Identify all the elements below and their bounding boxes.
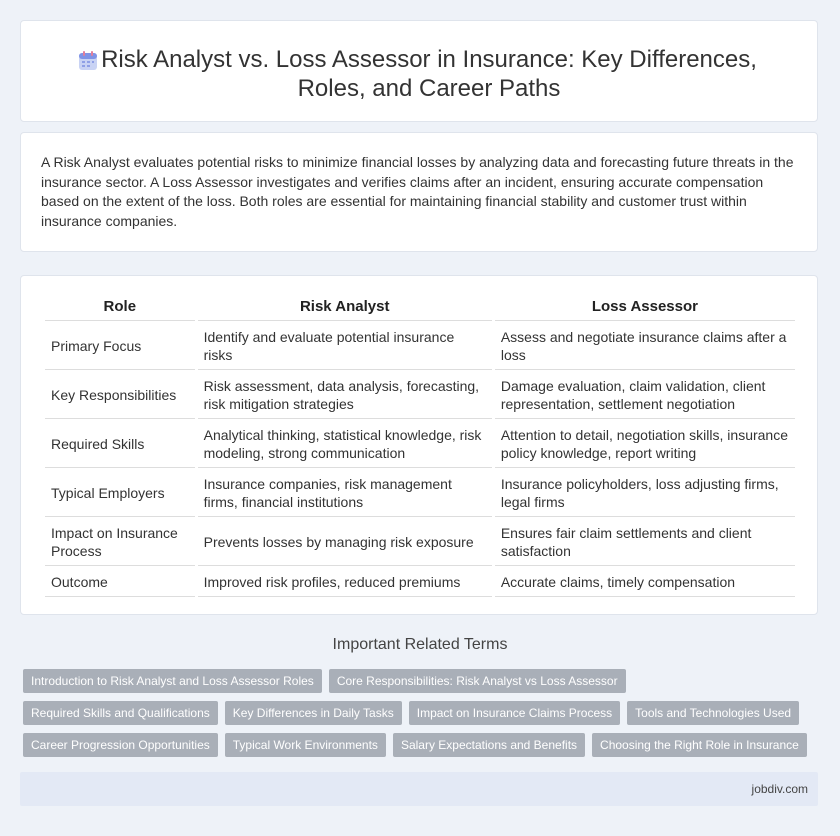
header-role: Role xyxy=(45,294,195,321)
related-tag[interactable]: Tools and Technologies Used xyxy=(627,701,799,725)
related-tag[interactable]: Typical Work Environments xyxy=(225,733,386,757)
related-tags xyxy=(23,669,813,757)
table-row xyxy=(45,566,795,597)
header-card xyxy=(20,20,818,122)
loss-assessor-cell: Assess and negotiate insurance claims after a loss xyxy=(495,321,795,370)
related-terms-title: Important Related Terms xyxy=(332,636,508,653)
risk-analyst-cell: Prevents losses by managing risk exposure xyxy=(198,517,492,566)
related-tag[interactable]: Core Responsibilities: Risk Analyst vs Loss Assessor xyxy=(329,669,626,693)
title-wrap xyxy=(21,45,817,103)
risk-analyst-cell: Improved risk profiles, reduced premiums xyxy=(198,566,492,597)
row-label: Outcome xyxy=(45,566,195,597)
table-row xyxy=(45,468,795,517)
row-label: Typical Employers xyxy=(45,468,195,517)
row-label: Primary Focus xyxy=(45,321,195,370)
table-header-row xyxy=(45,294,795,321)
page-title: Risk Analyst vs. Loss Assessor in Insurance: Key Differences, Roles, and Career Paths xyxy=(101,46,757,102)
loss-assessor-cell: Ensures fair claim settlements and client satisfaction xyxy=(495,517,795,566)
related-tag[interactable]: Introduction to Risk Analyst and Loss Assessor Roles xyxy=(23,669,322,693)
intro-text: A Risk Analyst evaluates potential risks to minimize financial losses by analyzing data and forecasting future threats in the insurance sector. A Loss Assessor investigates and verifies claims after an incident, ensuring accurate compensation based on the extent of the loss. Both roles are essential for maintaining financial stability and customer trust within insurance companies. xyxy=(41,154,794,229)
table-row xyxy=(45,419,795,468)
loss-assessor-cell: Accurate claims, timely compensation xyxy=(495,566,795,597)
comparison-card xyxy=(20,275,818,615)
related-tag[interactable]: Career Progression Opportunities xyxy=(23,733,218,757)
risk-analyst-cell: Risk assessment, data analysis, forecasting, risk mitigation strategies xyxy=(198,370,492,419)
table-row xyxy=(45,370,795,419)
related-tag[interactable]: Key Differences in Daily Tasks xyxy=(225,701,402,725)
comparison-table xyxy=(42,294,798,597)
row-label: Required Skills xyxy=(45,419,195,468)
header-loss-assessor: Loss Assessor xyxy=(495,294,795,321)
header-risk-analyst: Risk Analyst xyxy=(198,294,492,321)
loss-assessor-cell: Attention to detail, negotiation skills, insurance policy knowledge, report writing xyxy=(495,419,795,468)
loss-assessor-cell: Damage evaluation, claim validation, client representation, settlement negotiation xyxy=(495,370,795,419)
related-tag[interactable]: Salary Expectations and Benefits xyxy=(393,733,585,757)
related-tag[interactable]: Required Skills and Qualifications xyxy=(23,701,218,725)
row-label: Key Responsibilities xyxy=(45,370,195,419)
row-label: Impact on Insurance Process xyxy=(45,517,195,566)
related-tag[interactable]: Choosing the Right Role in Insurance xyxy=(592,733,807,757)
calendar-icon xyxy=(77,50,99,72)
footer-site-link[interactable]: jobdiv.com xyxy=(751,782,808,796)
risk-analyst-cell: Identify and evaluate potential insurance risks xyxy=(198,321,492,370)
table-row xyxy=(45,517,795,566)
table-row xyxy=(45,321,795,370)
footer xyxy=(20,772,818,806)
intro-card xyxy=(20,132,818,252)
risk-analyst-cell: Analytical thinking, statistical knowledge, risk modeling, strong communication xyxy=(198,419,492,468)
related-tag[interactable]: Impact on Insurance Claims Process xyxy=(409,701,620,725)
risk-analyst-cell: Insurance companies, risk management firms, financial institutions xyxy=(198,468,492,517)
loss-assessor-cell: Insurance policyholders, loss adjusting firms, legal firms xyxy=(495,468,795,517)
